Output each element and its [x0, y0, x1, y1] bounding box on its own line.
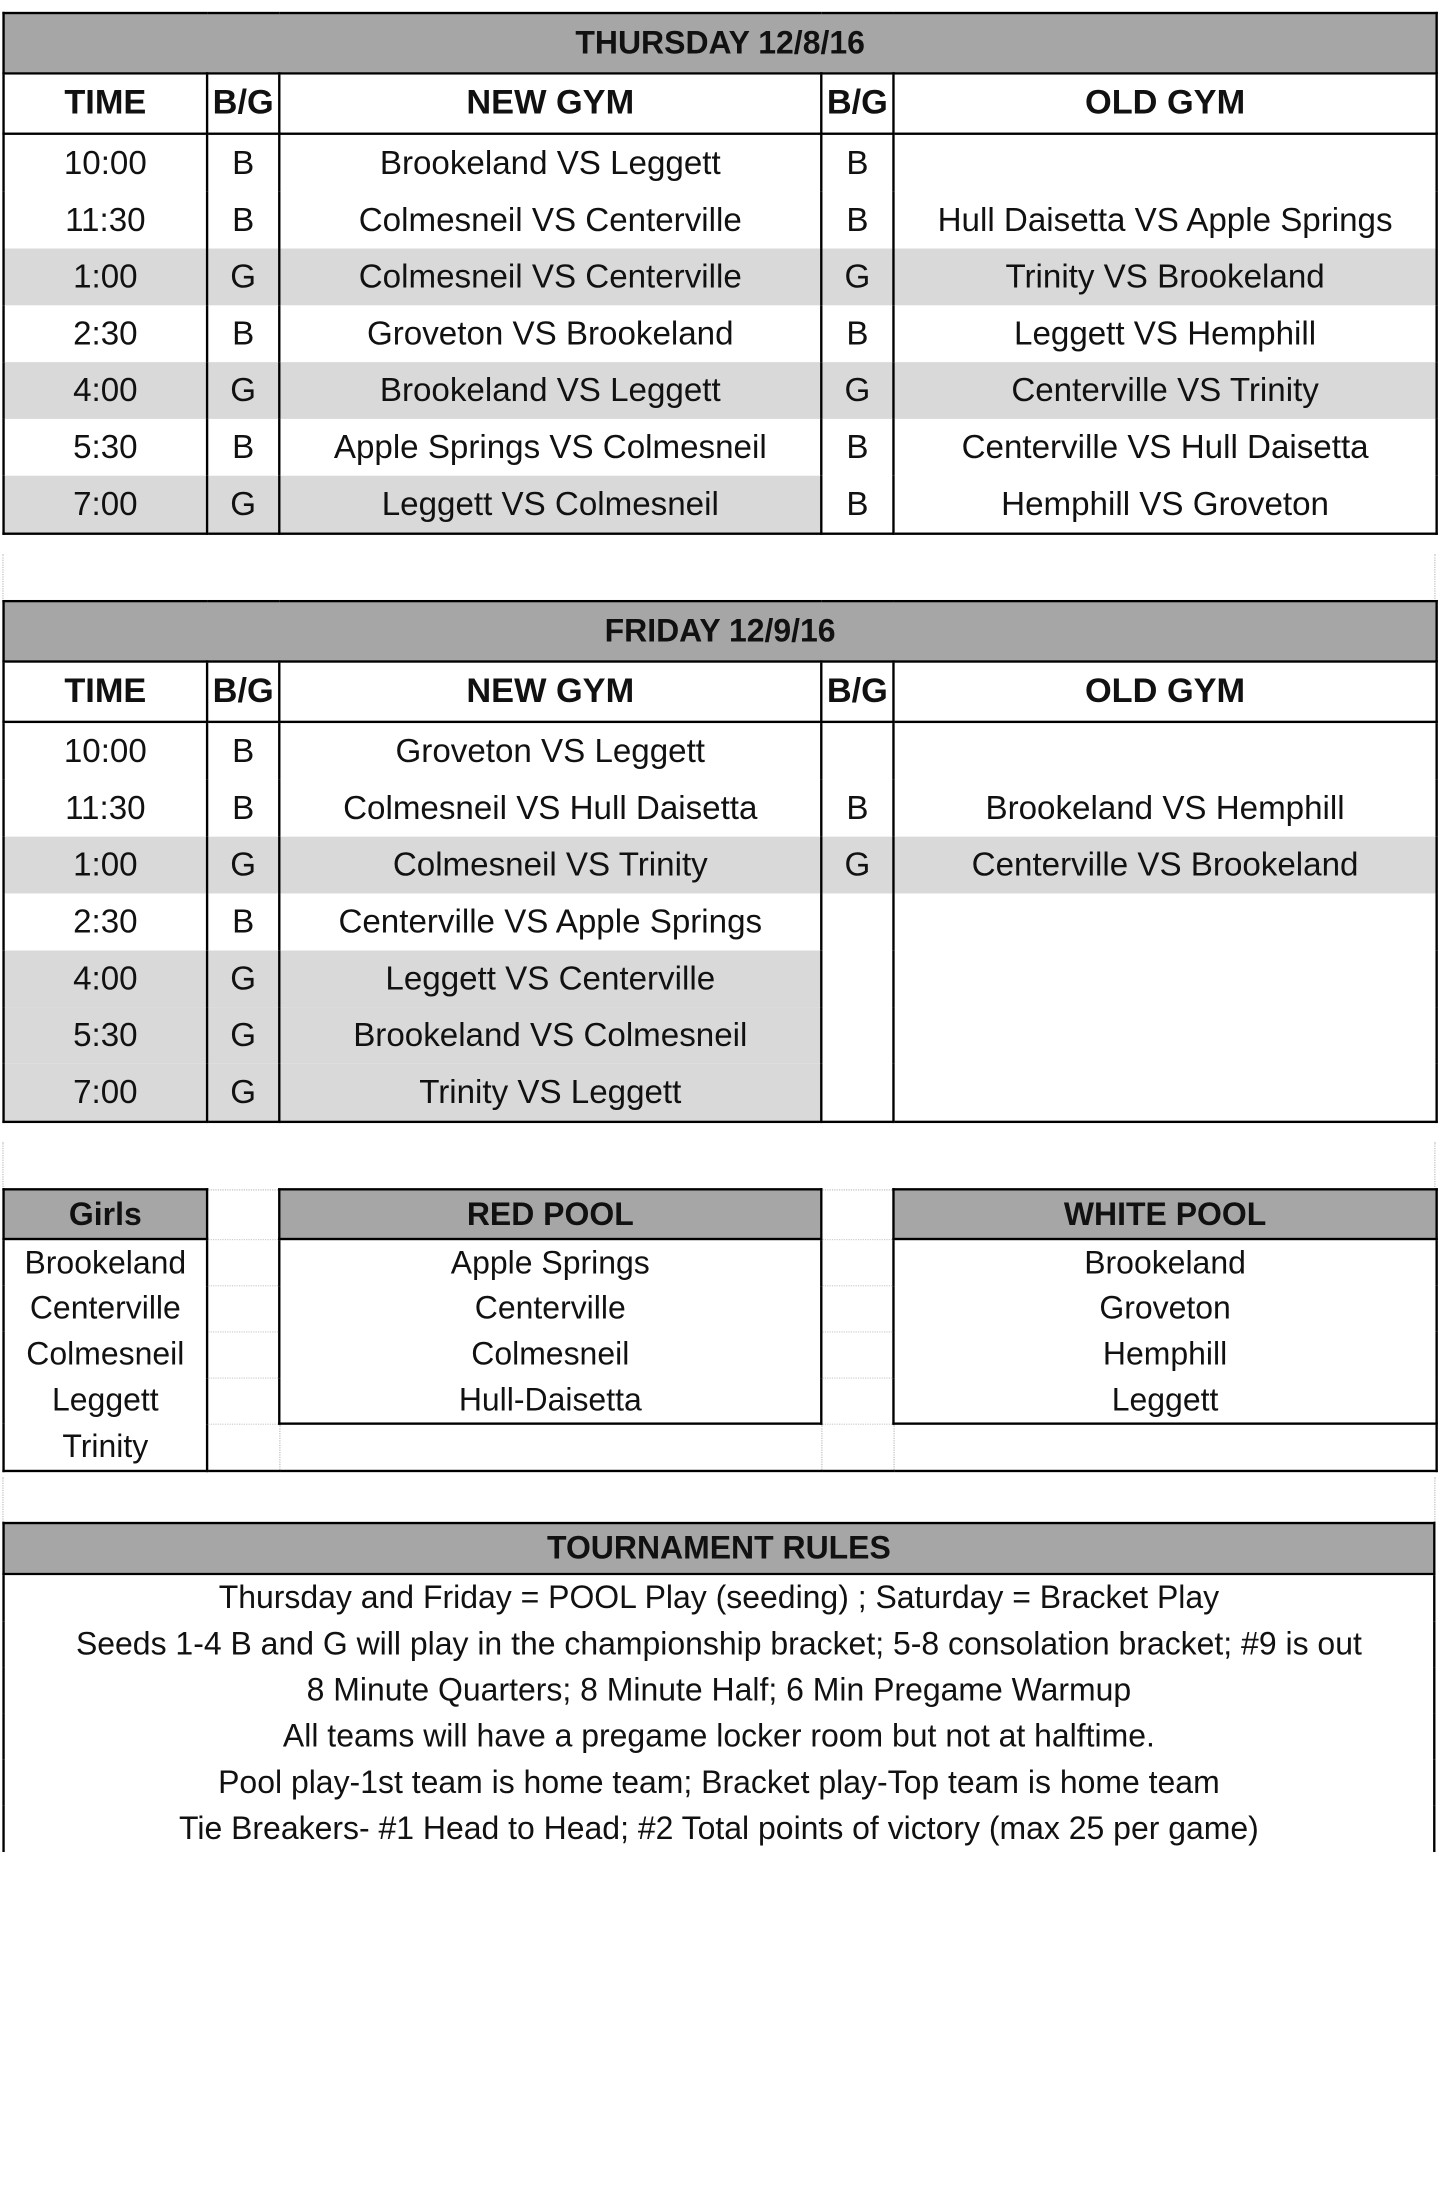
- rule-line: All teams will have a pregame locker room but not at halftime.: [4, 1714, 1435, 1760]
- spacer: [893, 1424, 1436, 1471]
- spacer: [821, 1239, 893, 1285]
- bg-cell: B: [207, 134, 279, 192]
- spacer: [821, 1285, 893, 1331]
- white-pool-team: Brookeland: [893, 1239, 1436, 1285]
- white-pool-team: Hemphill: [893, 1331, 1436, 1377]
- rule-line: Thursday and Friday = POOL Play (seeding) ; Saturday = Bracket Play: [4, 1574, 1435, 1621]
- new-gym-game: Leggett VS Centerville: [279, 950, 821, 1007]
- bg-cell: [821, 893, 893, 950]
- old-gym-game: [893, 1007, 1436, 1064]
- time-cell: 5:30: [4, 1007, 208, 1064]
- white-pool-team: Groveton: [893, 1285, 1436, 1331]
- red-pool-header: RED POOL: [279, 1189, 821, 1239]
- table-row: [4, 1007, 1437, 1064]
- spacer: [279, 1424, 821, 1471]
- bg-cell: G: [821, 362, 893, 419]
- new-gym-game: Groveton VS Brookeland: [279, 305, 821, 362]
- time-cell: 10:00: [4, 134, 208, 192]
- girls-header: Girls: [4, 1189, 208, 1239]
- bg-cell: B: [821, 419, 893, 476]
- table-row: [4, 192, 1437, 249]
- bg-cell: [821, 1064, 893, 1122]
- bg-cell: G: [207, 837, 279, 894]
- table-row: [4, 893, 1437, 950]
- spacer: [207, 1239, 279, 1285]
- time-cell: 11:30: [4, 192, 208, 249]
- new-gym-game: Apple Springs VS Colmesneil: [279, 419, 821, 476]
- rules-title: TOURNAMENT RULES: [4, 1523, 1435, 1574]
- bg-cell: B: [821, 780, 893, 837]
- rule-line: Seeds 1-4 B and G will play in the championship bracket; 5-8 consolation bracket; #9 is out: [4, 1621, 1435, 1667]
- pool-row: [4, 1424, 1437, 1471]
- bg-cell: G: [821, 837, 893, 894]
- time-cell: 4:00: [4, 362, 208, 419]
- new-gym-game: Groveton VS Leggett: [279, 722, 821, 780]
- spacer: [207, 1331, 279, 1377]
- bg-cell: G: [207, 476, 279, 534]
- bg-cell: B: [207, 780, 279, 837]
- new-gym-game: Brookeland VS Leggett: [279, 362, 821, 419]
- table-row: [4, 362, 1437, 419]
- bg-cell: [821, 950, 893, 1007]
- old-gym-game: Leggett VS Hemphill: [893, 305, 1436, 362]
- time-header: TIME: [4, 73, 208, 133]
- time-cell: 11:30: [4, 780, 208, 837]
- red-pool-team: Hull-Daisetta: [279, 1377, 821, 1423]
- time-cell: 1:00: [4, 837, 208, 894]
- bg-cell: B: [821, 476, 893, 534]
- old-gym-game: [893, 722, 1436, 780]
- table-row: [4, 780, 1437, 837]
- rules-table: [2, 1522, 1435, 1852]
- bg-cell: B: [207, 893, 279, 950]
- time-cell: 2:30: [4, 305, 208, 362]
- spacer: [207, 1377, 279, 1423]
- girls-team: Brookeland: [4, 1239, 208, 1285]
- bg-cell: B: [207, 722, 279, 780]
- bg-cell: B: [207, 305, 279, 362]
- table-row: [4, 476, 1437, 534]
- rule-line: Pool play-1st team is home team; Bracket play-Top team is home team: [4, 1760, 1435, 1806]
- bg-cell: [821, 1007, 893, 1064]
- new-gym-game: Colmesneil VS Trinity: [279, 837, 821, 894]
- time-cell: 7:00: [4, 476, 208, 534]
- friday-title: FRIDAY 12/9/16: [4, 601, 1437, 661]
- red-pool-team: Centerville: [279, 1285, 821, 1331]
- bg-cell: B: [821, 305, 893, 362]
- old-gym-game: Trinity VS Brookeland: [893, 249, 1436, 306]
- old-gym-game: [893, 134, 1436, 192]
- spacer: [207, 1424, 279, 1471]
- table-row: [4, 722, 1437, 780]
- spacer: [821, 1424, 893, 1471]
- old-gym-game: [893, 950, 1436, 1007]
- table-row: [4, 249, 1437, 306]
- new-gym-game: Colmesneil VS Centerville: [279, 249, 821, 306]
- time-cell: 1:00: [4, 249, 208, 306]
- pool-row: [4, 1377, 1437, 1423]
- time-header: TIME: [4, 662, 208, 722]
- thursday-schedule-table: [2, 12, 1438, 535]
- time-cell: 4:00: [4, 950, 208, 1007]
- old-gym-game: [893, 893, 1436, 950]
- old-gym-header: OLD GYM: [893, 662, 1436, 722]
- bg-cell: B: [821, 134, 893, 192]
- white-pool-header: WHITE POOL: [893, 1189, 1436, 1239]
- bg-cell: [821, 722, 893, 780]
- time-cell: 5:30: [4, 419, 208, 476]
- pool-row: [4, 1285, 1437, 1331]
- new-gym-game: Colmesneil VS Hull Daisetta: [279, 780, 821, 837]
- white-pool-team: Leggett: [893, 1377, 1436, 1423]
- old-gym-game: [893, 1064, 1436, 1122]
- rule-line: 8 Minute Quarters; 8 Minute Half; 6 Min Pregame Warmup: [4, 1667, 1435, 1713]
- bg-cell: G: [207, 1007, 279, 1064]
- bg-cell: G: [207, 362, 279, 419]
- rule-line: Tie Breakers- #1 Head to Head; #2 Total points of victory (max 25 per game): [4, 1806, 1435, 1852]
- new-gym-game: Brookeland VS Colmesneil: [279, 1007, 821, 1064]
- old-gym-game: Centerville VS Hull Daisetta: [893, 419, 1436, 476]
- bg-cell: G: [207, 249, 279, 306]
- bg-cell: G: [207, 1064, 279, 1122]
- red-pool-team: Colmesneil: [279, 1331, 821, 1377]
- table-row: [4, 950, 1437, 1007]
- new-gym-game: Leggett VS Colmesneil: [279, 476, 821, 534]
- girls-team: Centerville: [4, 1285, 208, 1331]
- new-gym-game: Colmesneil VS Centerville: [279, 192, 821, 249]
- pools-table: [2, 1188, 1437, 1472]
- table-row: [4, 305, 1437, 362]
- bg-cell: B: [821, 192, 893, 249]
- thursday-title: THURSDAY 12/8/16: [4, 13, 1437, 73]
- girls-team: Trinity: [4, 1424, 208, 1471]
- time-cell: 2:30: [4, 893, 208, 950]
- bg-header: B/G: [821, 73, 893, 133]
- girls-team: Leggett: [4, 1377, 208, 1423]
- bg-header: B/G: [821, 662, 893, 722]
- friday-schedule-table: [2, 600, 1437, 1123]
- time-cell: 7:00: [4, 1064, 208, 1122]
- table-row: [4, 837, 1437, 894]
- new-gym-header: NEW GYM: [279, 662, 821, 722]
- new-gym-game: Centerville VS Apple Springs: [279, 893, 821, 950]
- old-gym-game: Hemphill VS Groveton: [893, 476, 1436, 534]
- bg-cell: B: [207, 419, 279, 476]
- spacer: [821, 1189, 893, 1239]
- old-gym-header: OLD GYM: [893, 73, 1436, 133]
- table-row: [4, 1064, 1437, 1122]
- table-row: [4, 134, 1437, 192]
- spacer: [207, 1189, 279, 1239]
- spacer: [821, 1331, 893, 1377]
- bg-cell: G: [207, 950, 279, 1007]
- spacer: [821, 1377, 893, 1423]
- new-gym-game: Trinity VS Leggett: [279, 1064, 821, 1122]
- old-gym-game: Hull Daisetta VS Apple Springs: [893, 192, 1436, 249]
- new-gym-game: Brookeland VS Leggett: [279, 134, 821, 192]
- bg-header: B/G: [207, 662, 279, 722]
- girls-team: Colmesneil: [4, 1331, 208, 1377]
- bg-cell: G: [821, 249, 893, 306]
- old-gym-game: Centerville VS Brookeland: [893, 837, 1436, 894]
- bg-header: B/G: [207, 73, 279, 133]
- bg-cell: B: [207, 192, 279, 249]
- spacer: [207, 1285, 279, 1331]
- old-gym-game: Centerville VS Trinity: [893, 362, 1436, 419]
- old-gym-game: Brookeland VS Hemphill: [893, 780, 1436, 837]
- red-pool-team: Apple Springs: [279, 1239, 821, 1285]
- table-row: [4, 419, 1437, 476]
- time-cell: 10:00: [4, 722, 208, 780]
- pool-row: [4, 1239, 1437, 1285]
- pool-row: [4, 1331, 1437, 1377]
- new-gym-header: NEW GYM: [279, 73, 821, 133]
